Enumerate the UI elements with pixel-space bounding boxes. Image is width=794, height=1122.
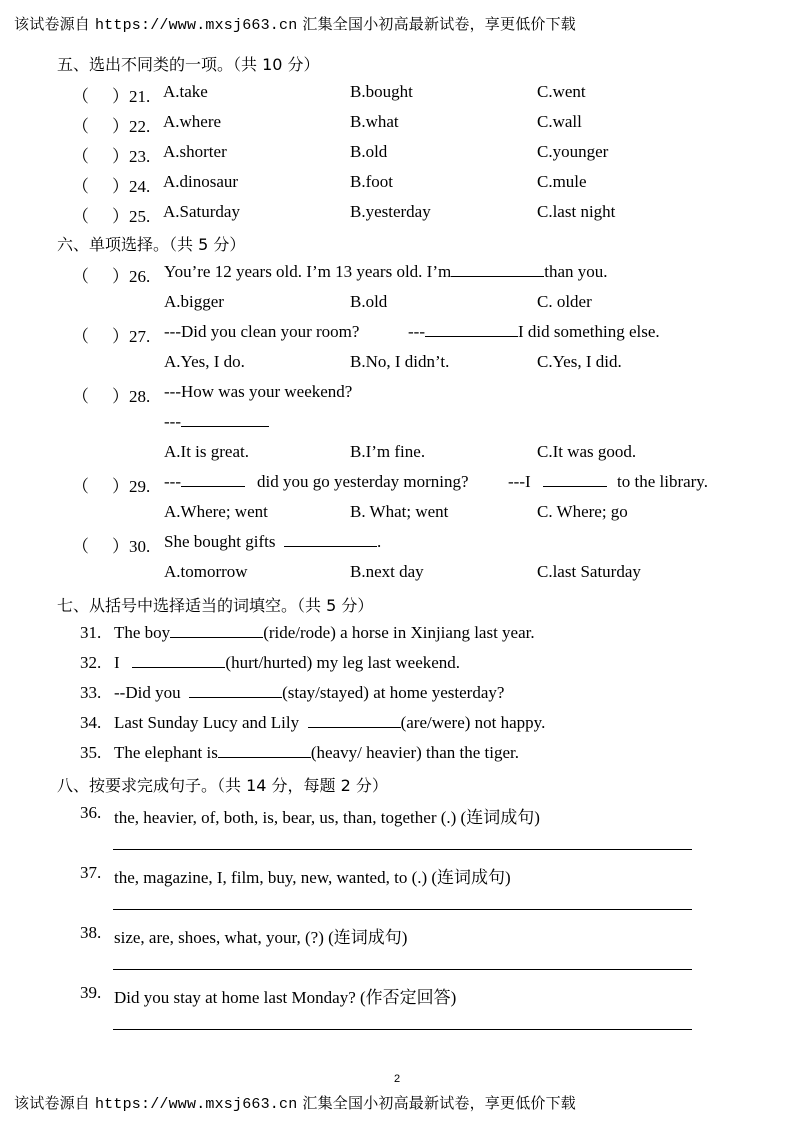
answer-line[interactable] — [113, 1029, 692, 1030]
answer-blank[interactable] — [284, 532, 377, 547]
section-7-title: 七、从括号中选择适当的词填空。（共 5 分） — [57, 596, 374, 615]
question-stem: did you go yesterday morning? — [257, 472, 469, 491]
footer-url[interactable]: https://www.mxsj663.cn — [94, 1096, 298, 1113]
option-b: B.bought — [350, 82, 413, 101]
option-a: A.tomorrow — [164, 562, 248, 581]
answer-blank[interactable] — [181, 412, 269, 427]
option-a: A.Yes, I do. — [164, 352, 245, 371]
question-stem: ---Did you clean your room? — [164, 322, 360, 341]
section-8-title: 八、按要求完成句子。（共 14 分，每题 2 分） — [57, 776, 388, 795]
page-number: 2 — [393, 1073, 401, 1085]
answer-blank[interactable] — [451, 262, 544, 277]
answer-blank[interactable] — [308, 713, 401, 728]
question-text: size, are, shoes, what, your, (?) (连词成句) — [114, 928, 408, 947]
answer-line[interactable] — [113, 909, 692, 910]
option-c: C.It was good. — [537, 442, 637, 461]
option-b: B.old — [350, 292, 388, 311]
section-6-title: 六、单项选择。（共 5 分） — [57, 235, 246, 254]
footer-prefix: 该试卷源自 — [14, 1094, 91, 1112]
question-stem: ---How was your weekend? — [164, 382, 353, 401]
option-a: A.It is great. — [164, 442, 249, 461]
option-b: B.old — [350, 142, 388, 161]
option-a: A.take — [163, 82, 208, 101]
option-b: B.yesterday — [350, 202, 431, 221]
header-prefix: 该试卷源自 — [14, 15, 91, 33]
option-c: C. older — [537, 292, 592, 311]
answer-blank[interactable] — [181, 472, 245, 487]
source-header — [14, 13, 576, 34]
option-b: B.next day — [350, 562, 424, 581]
answer-blank[interactable] — [189, 683, 282, 698]
answer-line[interactable] — [113, 849, 692, 850]
footer-suffix: 汇集全国小初高最新试卷，享更低价下载 — [302, 1094, 576, 1112]
option-c: C.mule — [537, 172, 587, 191]
answer-blank[interactable] — [218, 743, 311, 758]
option-a: A.where — [163, 112, 222, 131]
option-c: C.younger — [537, 142, 609, 161]
option-a: A.Saturday — [163, 202, 240, 221]
option-b: B.I’m fine. — [350, 442, 426, 461]
answer-blank[interactable] — [425, 322, 518, 337]
option-c: C.last Saturday — [537, 562, 641, 581]
option-a: A.bigger — [164, 292, 224, 311]
source-footer — [14, 1092, 576, 1113]
question-stem: You’re 12 years old. I’m 13 years old. I’m — [164, 262, 452, 281]
section-5-title: 五、选出不同类的一项。（共 10 分） — [57, 55, 320, 74]
question-text: Did you stay at home last Monday? (作否定回答) — [114, 988, 457, 1007]
header-url[interactable]: https://www.mxsj663.cn — [94, 17, 298, 34]
option-b: B.foot — [350, 172, 393, 191]
answer-line[interactable] — [113, 969, 692, 970]
question-stem: She bought gifts — [164, 532, 276, 551]
option-b: B.No, I didn’t. — [350, 352, 450, 371]
option-c: C. Where; go — [537, 502, 628, 521]
header-suffix: 汇集全国小初高最新试卷，享更低价下载 — [302, 15, 576, 33]
question-text: the, heavier, of, both, is, bear, us, than, together (.) (连词成句) — [114, 808, 540, 827]
option-c: C.last night — [537, 202, 616, 221]
option-b: B. What; went — [350, 502, 449, 521]
option-a: A.Where; went — [164, 502, 268, 521]
exam-page: 该试卷源自 https://www.mxsj663.cn 汇集全国小初高最新试卷，享更低价下载 五、选出不同类的一项。（共 10 分） （ ）21. A.take B.bought C.went （ ）22. A.where B.what C.wall （ ）23. A.shorter B.old C.younger （ ）24. A.dinosaur B.foot C.mule （ ）25. A.Saturday B.yesterday C.last night 六、单项选择。（共 5 分） （ ）26. You’re 12 years old. I’m 13 years old. I’m than you. A.bigger B.old C. older （ ）27. ---Did you clean your room? --- I did something else. A.Yes, I do. B.No, I didn’t. C.Yes, I did. （ ）28. ---How was your weekend? --- A.It is great. B.I’m fine. C.It was good. （ ）29. --- did you go yesterday morning? ---I to the library. A.Where; went B. What; went C. Where; go （ ）30. She bought gifts . A.tomorrow B.next day C.last Saturday 七、从括号中选择适当的词填空。（共 5 分） 31. The boy (ride/rode) a horse in Xinjiang last year. 32. I (hurt/hurted) my leg last weekend. 33. --Did you (stay/stayed) at home yesterday? 34. Last Sunday Lucy and Lily (are/were) not happy. 35. The elephant is (heavy/ heavier) than the tiger. 八、按要求完成句子。（共 14 分，每题 2 分） 36. the, heavier, of, both, is, bear, us, than, together (.) (连词成句) 37. the, magazine, I, film, buy, new, wanted, to (.) (连词成句) 38. size, are, shoes, what, your, (?) (连词成句) 39. Did you stay at home last Monday? (作否定回答) 2 该试卷源自 https://www.mxsj663.cn 汇集全国小初高最新试卷，享更低价下载 — [0, 0, 794, 1122]
answer-blank[interactable] — [170, 623, 263, 638]
answer-blank[interactable] — [132, 653, 225, 668]
answer-blank-2[interactable] — [543, 472, 607, 487]
option-c: C.wall — [537, 112, 582, 131]
option-c: C.Yes, I did. — [537, 352, 622, 371]
option-a: A.shorter — [163, 142, 227, 161]
question-text: the, magazine, I, film, buy, new, wanted, to (.) (连词成句) — [114, 868, 511, 887]
option-b: B.what — [350, 112, 399, 131]
option-a: A.dinosaur — [163, 172, 239, 191]
option-c: C.went — [537, 82, 586, 101]
